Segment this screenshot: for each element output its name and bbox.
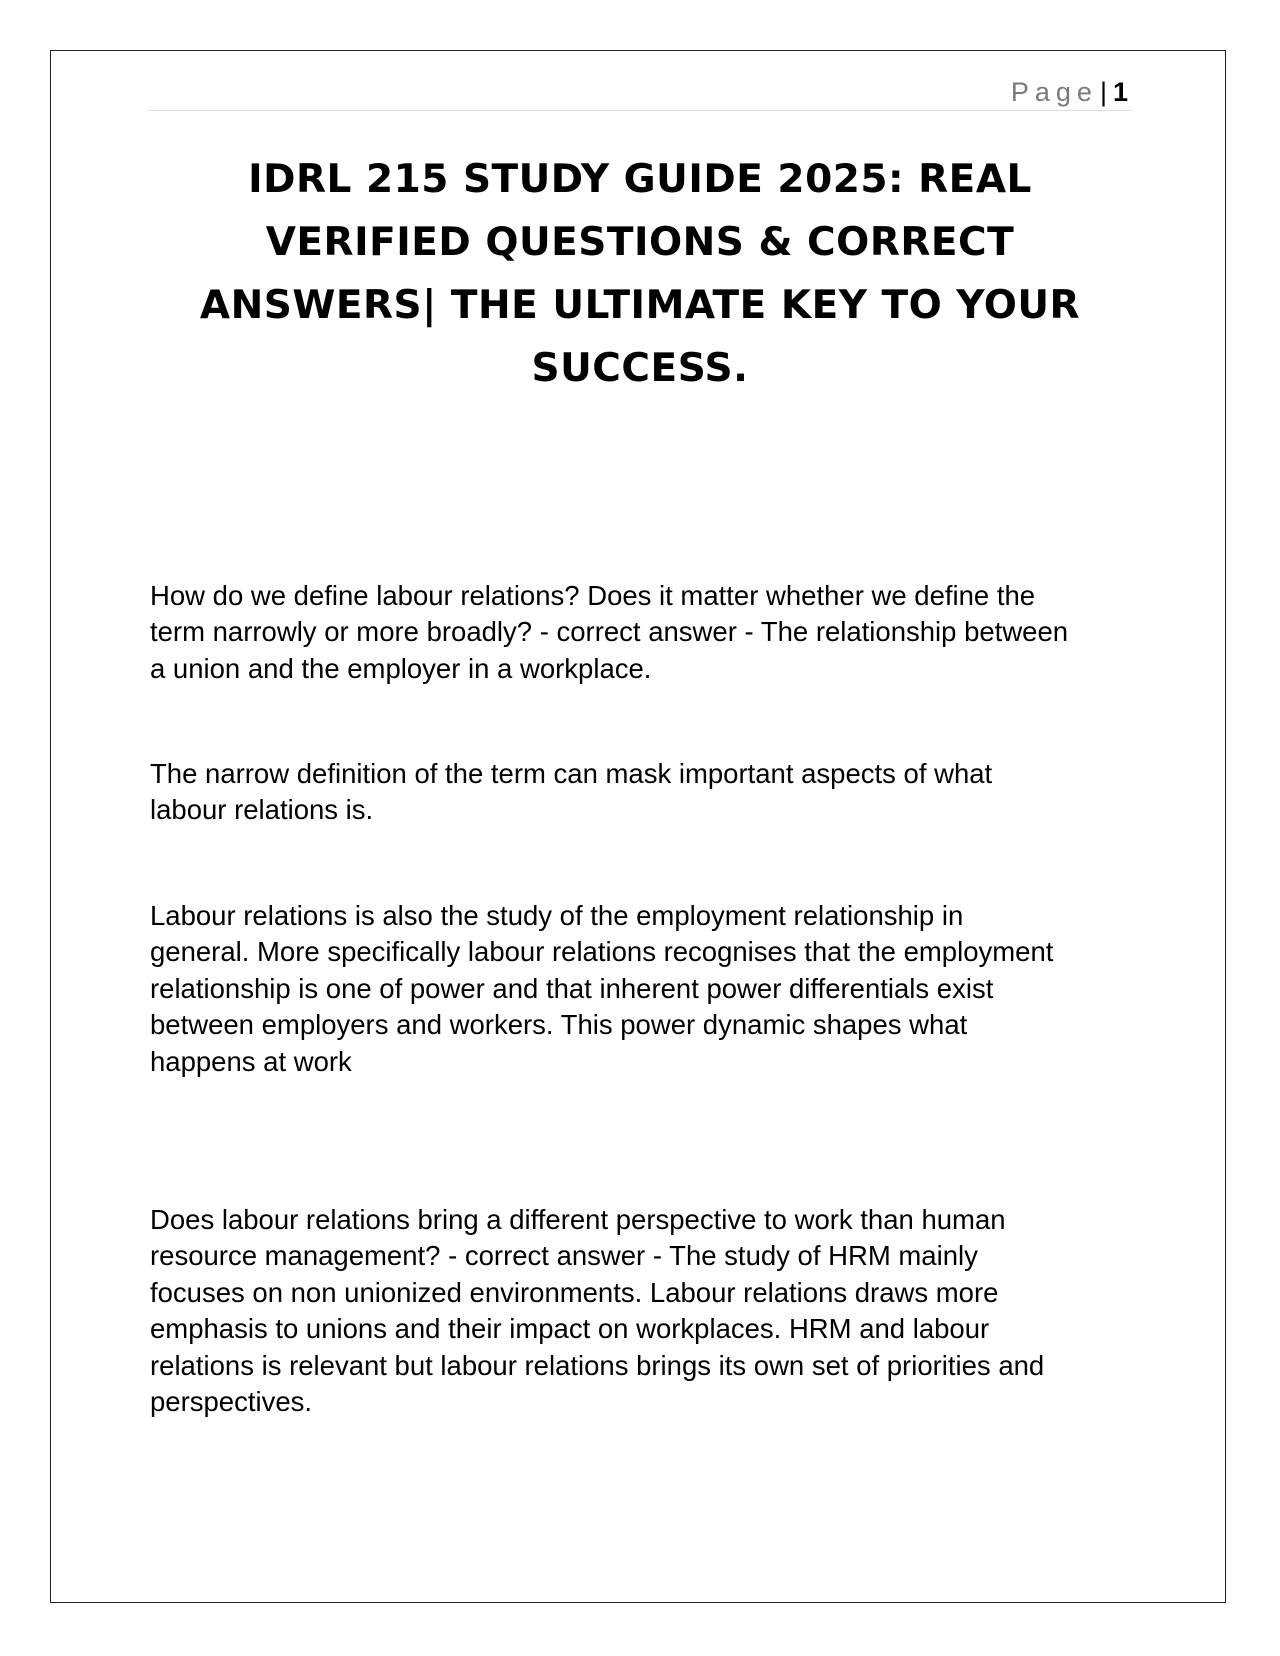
text-line: emphasis to unions and their impact on workplaces. HRM and labour (150, 1313, 990, 1345)
explanation-paragraph (150, 898, 1140, 1080)
text-line: relationship is one of power and that inherent power differentials exist (150, 972, 994, 1004)
text-line: Labour relations is also the study of the employment relationship in (150, 900, 964, 931)
text-line: happens at work (150, 1045, 352, 1077)
page-separator: | (1099, 77, 1107, 107)
text-line: labour relations is. (150, 794, 374, 826)
title-line: SUCCESS. (531, 346, 749, 391)
page-label: Page (1010, 77, 1098, 107)
page-number: 1 (1112, 77, 1128, 107)
text-line: relations is relevant but labour relations brings its own set of priorities and (150, 1349, 1045, 1381)
text-line: perspectives. (150, 1386, 313, 1418)
title-line: IDRL 215 STUDY GUIDE 2025: REAL (248, 157, 1032, 202)
question-answer-paragraph (150, 1202, 1140, 1420)
text-line: The narrow definition of the term can mask important aspects of what (150, 758, 993, 789)
title-line: ANSWERS| THE ULTIMATE KEY TO YOUR (199, 283, 1081, 328)
text-line: Does labour relations bring a different perspective to work than human (150, 1204, 1006, 1235)
document-title (148, 148, 1132, 400)
text-line: a union and the employer in a workplace. (150, 652, 652, 684)
text-line: general. More specifically labour relations recognises that the employment (150, 936, 1054, 968)
text-line: term narrowly or more broadly? - correct answer - The relationship between (150, 616, 1069, 648)
text-line: resource management? - correct answer - The study of HRM mainly (150, 1240, 978, 1272)
text-line: between employers and workers. This power dynamic shapes what (150, 1009, 968, 1041)
text-line: focuses on non unionized environments. Labour relations draws more (150, 1276, 999, 1308)
page-header (148, 74, 1132, 111)
text-line: How do we define labour relations? Does it matter whether we define the (150, 580, 1036, 611)
explanation-paragraph (150, 756, 1140, 829)
title-line: VERIFIED QUESTIONS & CORRECT (265, 220, 1015, 265)
question-answer-paragraph (150, 578, 1140, 687)
